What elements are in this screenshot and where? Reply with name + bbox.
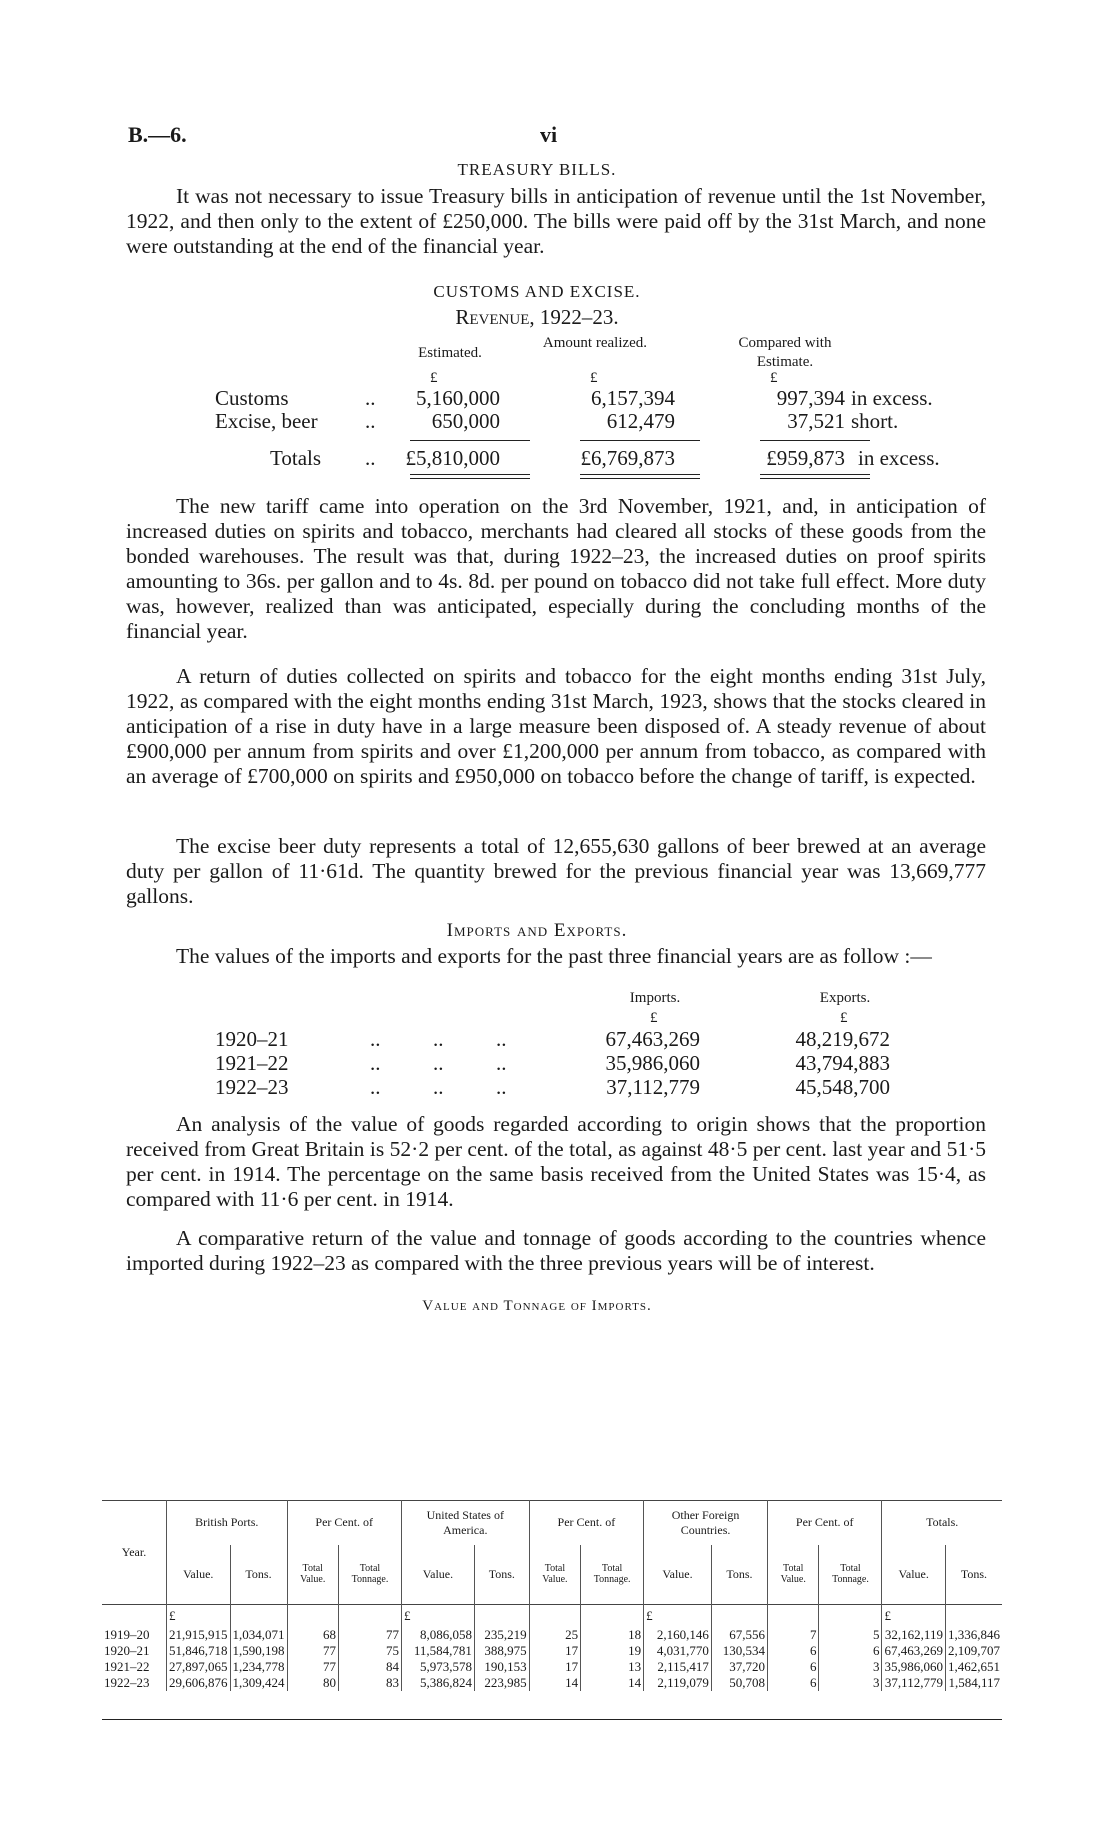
table-cell: 2,109,707 [945, 1643, 1002, 1659]
unit-exports: £ [840, 1010, 848, 1026]
table-cell: 14 [529, 1675, 580, 1691]
table-cell: 2,160,146 [644, 1627, 712, 1643]
table-bottom-rule [102, 1719, 1002, 1720]
table-cell: 1,336,846 [945, 1627, 1002, 1643]
col-exports: Exports. [819, 990, 871, 1006]
table-cell: 2,115,417 [644, 1659, 712, 1675]
table-cell: 17 [529, 1659, 580, 1675]
beer-paragraph: The excise beer duty represents a total of 12,655,630 gallons of beer brewed at an average duty per gallon of 11·61d. The quantity brewed for the previous financial year was 13,669,777 gallons. [126, 834, 986, 908]
table-cell: 83 [338, 1675, 401, 1691]
table-cell: 190,153 [474, 1659, 529, 1675]
ie-year: 1922–23 [215, 1075, 289, 1099]
table-row [102, 1659, 1002, 1675]
unit-amount: £ [590, 370, 598, 386]
rule-amount [580, 440, 700, 441]
value-tonnage-table [102, 1500, 1002, 1691]
ie-exports: 43,794,883 [795, 1051, 890, 1075]
table-cell: 1,034,071 [230, 1627, 287, 1643]
col-imports: Imports. [629, 990, 681, 1006]
table-cell: 35,986,060 [882, 1659, 946, 1675]
revenue-subheading: Revenue, 1922–23. [455, 305, 619, 329]
table-cell: 77 [287, 1659, 338, 1675]
unit-cell: £ [644, 1605, 712, 1627]
total-tonnage-subheader: Total Tonnage. [581, 1545, 644, 1605]
ie-year: 1920–21 [215, 1027, 289, 1051]
table-cell: 51,846,718 [167, 1643, 231, 1659]
unit-cell: £ [882, 1605, 946, 1627]
table-cell: 13 [581, 1659, 644, 1675]
table-cell: 77 [287, 1643, 338, 1659]
ie-dots: .. .. .. [370, 1051, 507, 1075]
table-cell: 130,534 [711, 1643, 767, 1659]
value-subheader: Value. [882, 1545, 946, 1605]
imports-intro: The values of the imports and exports for the past three financial years are as follow :— [176, 944, 932, 968]
table-cell: 2,119,079 [644, 1675, 712, 1691]
table-cell: 18 [581, 1627, 644, 1643]
excise-estimated: 650,000 [431, 409, 500, 433]
table-cell: 6 [768, 1675, 819, 1691]
value-subheader: Value. [167, 1545, 231, 1605]
british-ports-header: British Ports. [167, 1501, 288, 1545]
comparative-paragraph: A comparative return of the value and tonnage of goods according to the countries whence imported during 1922–23 as compared with the three previous years will be of interest. [126, 1226, 986, 1275]
page-number: vi [540, 122, 558, 147]
value-table-title: Value and Tonnage of Imports. [422, 1298, 652, 1314]
totals-dots: .. [365, 446, 376, 470]
table-cell: 1,462,651 [945, 1659, 1002, 1675]
table-cell: 80 [287, 1675, 338, 1691]
dbl-rule-amount [580, 474, 700, 479]
tons-subheader: Tons. [711, 1545, 767, 1605]
table-cell: 68 [287, 1627, 338, 1643]
customs-note: in excess. [851, 386, 933, 410]
table-cell: 1,309,424 [230, 1675, 287, 1691]
rule-compared [760, 440, 870, 441]
customs-heading: CUSTOMS AND EXCISE. [433, 282, 641, 301]
ie-year: 1921–22 [215, 1051, 289, 1075]
ie-dots: .. .. .. [370, 1027, 507, 1051]
table-cell: 8,086,058 [401, 1627, 474, 1643]
excise-compared: 37,521 [787, 409, 845, 433]
pct-header: Per Cent. of [287, 1501, 401, 1545]
imports-heading: Imports and Exports. [446, 920, 628, 941]
tons-subheader: Tons. [945, 1545, 1002, 1605]
table-cell: 29,606,876 [167, 1675, 231, 1691]
table-cell: 37,112,779 [882, 1675, 946, 1691]
table-cell: 37,720 [711, 1659, 767, 1675]
unit-compared: £ [770, 370, 778, 386]
table-cell: 77 [338, 1627, 401, 1643]
total-tonnage-subheader: Total Tonnage. [338, 1545, 401, 1605]
total-value-subheader: Total Value. [529, 1545, 580, 1605]
table-row [102, 1627, 1002, 1643]
ie-imports: 67,463,269 [605, 1027, 700, 1051]
year-header: Year. [121, 1545, 147, 1559]
table-cell: 235,219 [474, 1627, 529, 1643]
rule-estimated [410, 440, 530, 441]
total-value-subheader: Total Value. [287, 1545, 338, 1605]
excise-note: short. [851, 409, 899, 433]
table-cell: 1,584,117 [945, 1675, 1002, 1691]
tons-subheader: Tons. [474, 1545, 529, 1605]
totals-compared: £959,873 [766, 446, 845, 470]
total-value-subheader: Total Value. [768, 1545, 819, 1605]
table-cell: 223,985 [474, 1675, 529, 1691]
page-reference: B.—6. [128, 122, 187, 147]
customs-dots: .. [365, 386, 376, 410]
tariff-paragraph: The new tariff came into operation on the 3rd November, 1921, and, in anticipation of increased duties on spirits and tobacco, merchants had cleared all stocks of these goods from the bonded warehouses. The result was that, during 1922–23, the increased duties on proof spirits amounting to 36s. per gallon and to 4s. 8d. per pound on tobacco did not take full effect. More duty was, however, realized than was anticipated, especially during the concluding months of the financial year. [126, 494, 986, 643]
year-cell: 1922–23 [104, 1674, 150, 1690]
table-cell: 6 [768, 1643, 819, 1659]
table-cell: 17 [529, 1643, 580, 1659]
ie-exports: 45,548,700 [795, 1075, 890, 1099]
table-cell: 84 [338, 1659, 401, 1675]
usa-header: United States of America. [401, 1501, 529, 1545]
table-cell: 14 [581, 1675, 644, 1691]
value-subheader: Value. [644, 1545, 712, 1605]
totals-header: Totals. [882, 1501, 1002, 1545]
totals-estimated: £5,810,000 [405, 446, 500, 470]
table-cell: 32,162,119 [882, 1627, 946, 1643]
year-cell: 1920–21 [104, 1642, 150, 1658]
table-cell: 3 [819, 1659, 882, 1675]
table-row [102, 1675, 1002, 1691]
table-cell: 5,386,824 [401, 1675, 474, 1691]
table-cell: 67,556 [711, 1627, 767, 1643]
year-cell: 1921–22 [104, 1658, 150, 1674]
table-cell: 1,234,778 [230, 1659, 287, 1675]
table-cell: 11,584,781 [401, 1643, 474, 1659]
ie-dots: .. .. .. [370, 1075, 507, 1099]
table-cell: 1,590,198 [230, 1643, 287, 1659]
totals-amount: £6,769,873 [580, 446, 675, 470]
ie-exports: 48,219,672 [795, 1027, 890, 1051]
table-cell: 6 [819, 1643, 882, 1659]
tons-subheader: Tons. [230, 1545, 287, 1605]
customs-label: Customs [215, 386, 289, 410]
pct-header: Per Cent. of [768, 1501, 882, 1545]
origin-paragraph: An analysis of the value of goods regarded according to origin shows that the proportion received from Great Britain is 52·2 per cent. of the total, as against 48·5 per cent. last year and 51·5 per cent. in 1914. The percentage on the same basis received from the United States was 15·4, as compared with 11·6 per cent. in 1914. [126, 1112, 986, 1211]
table-cell: 5 [819, 1627, 882, 1643]
table-cell: 25 [529, 1627, 580, 1643]
unit-cell: £ [167, 1605, 231, 1627]
table-cell: 3 [819, 1675, 882, 1691]
ie-imports: 37,112,779 [606, 1075, 700, 1099]
customs-compared: 997,394 [776, 386, 845, 410]
table-cell: 4,031,770 [644, 1643, 712, 1659]
total-tonnage-subheader: Total Tonnage. [819, 1545, 882, 1605]
year-cell: 1919–20 [104, 1626, 150, 1642]
totals-label: Totals [270, 446, 322, 470]
pct-header: Per Cent. of [529, 1501, 643, 1545]
table-cell: 27,897,065 [167, 1659, 231, 1675]
totals-note: in excess. [858, 446, 940, 470]
table-cell: 21,915,915 [167, 1627, 231, 1643]
dbl-rule-compared [760, 474, 870, 479]
unit-estimated: £ [430, 370, 438, 386]
customs-amount: 6,157,394 [591, 386, 675, 410]
col-estimated: Estimated. [418, 345, 482, 361]
excise-dots: .. [365, 409, 376, 433]
excise-label: Excise, beer [215, 409, 318, 433]
table-cell: 50,708 [711, 1675, 767, 1691]
table-cell: 7 [768, 1627, 819, 1643]
ie-imports: 35,986,060 [605, 1051, 700, 1075]
other-header: Other Foreign Countries. [644, 1501, 768, 1545]
excise-amount: 612,479 [606, 409, 675, 433]
treasury-heading: TREASURY BILLS. [457, 160, 617, 179]
dbl-rule-estimated [410, 474, 530, 479]
unit-imports: £ [650, 1010, 658, 1026]
table-cell: 75 [338, 1643, 401, 1659]
unit-cell: £ [401, 1605, 474, 1627]
return-paragraph: A return of duties collected on spirits and tobacco for the eight months ending 31st July, 1922, as compared with the eight months ending 31st March, 1923, shows that the stocks cleared in anticipation of a rise in duty have in a large measure been disposed of. A steady revenue of about £900,000 per annum from spirits and over £1,200,000 per annum from tobacco, as compared with an average of £700,000 on spirits and £950,000 on tobacco before the change of tariff, is expected. [126, 664, 986, 788]
col-amount: Amount realized. [542, 335, 648, 351]
table-cell: 6 [768, 1659, 819, 1675]
customs-estimated: 5,160,000 [416, 386, 500, 410]
table-cell: 19 [581, 1643, 644, 1659]
treasury-paragraph: It was not necessary to issue Treasury bills in anticipation of revenue until the 1st November, 1922, and then only to the extent of £250,000. The bills were paid off by the 31st March, and none were outstanding at the end of the financial year. [126, 184, 986, 258]
col-compared: Compared with Estimate. [738, 335, 832, 370]
table-cell: 388,975 [474, 1643, 529, 1659]
value-subheader: Value. [401, 1545, 474, 1605]
table-cell: 5,973,578 [401, 1659, 474, 1675]
table-cell: 67,463,269 [882, 1643, 946, 1659]
table-row [102, 1643, 1002, 1659]
